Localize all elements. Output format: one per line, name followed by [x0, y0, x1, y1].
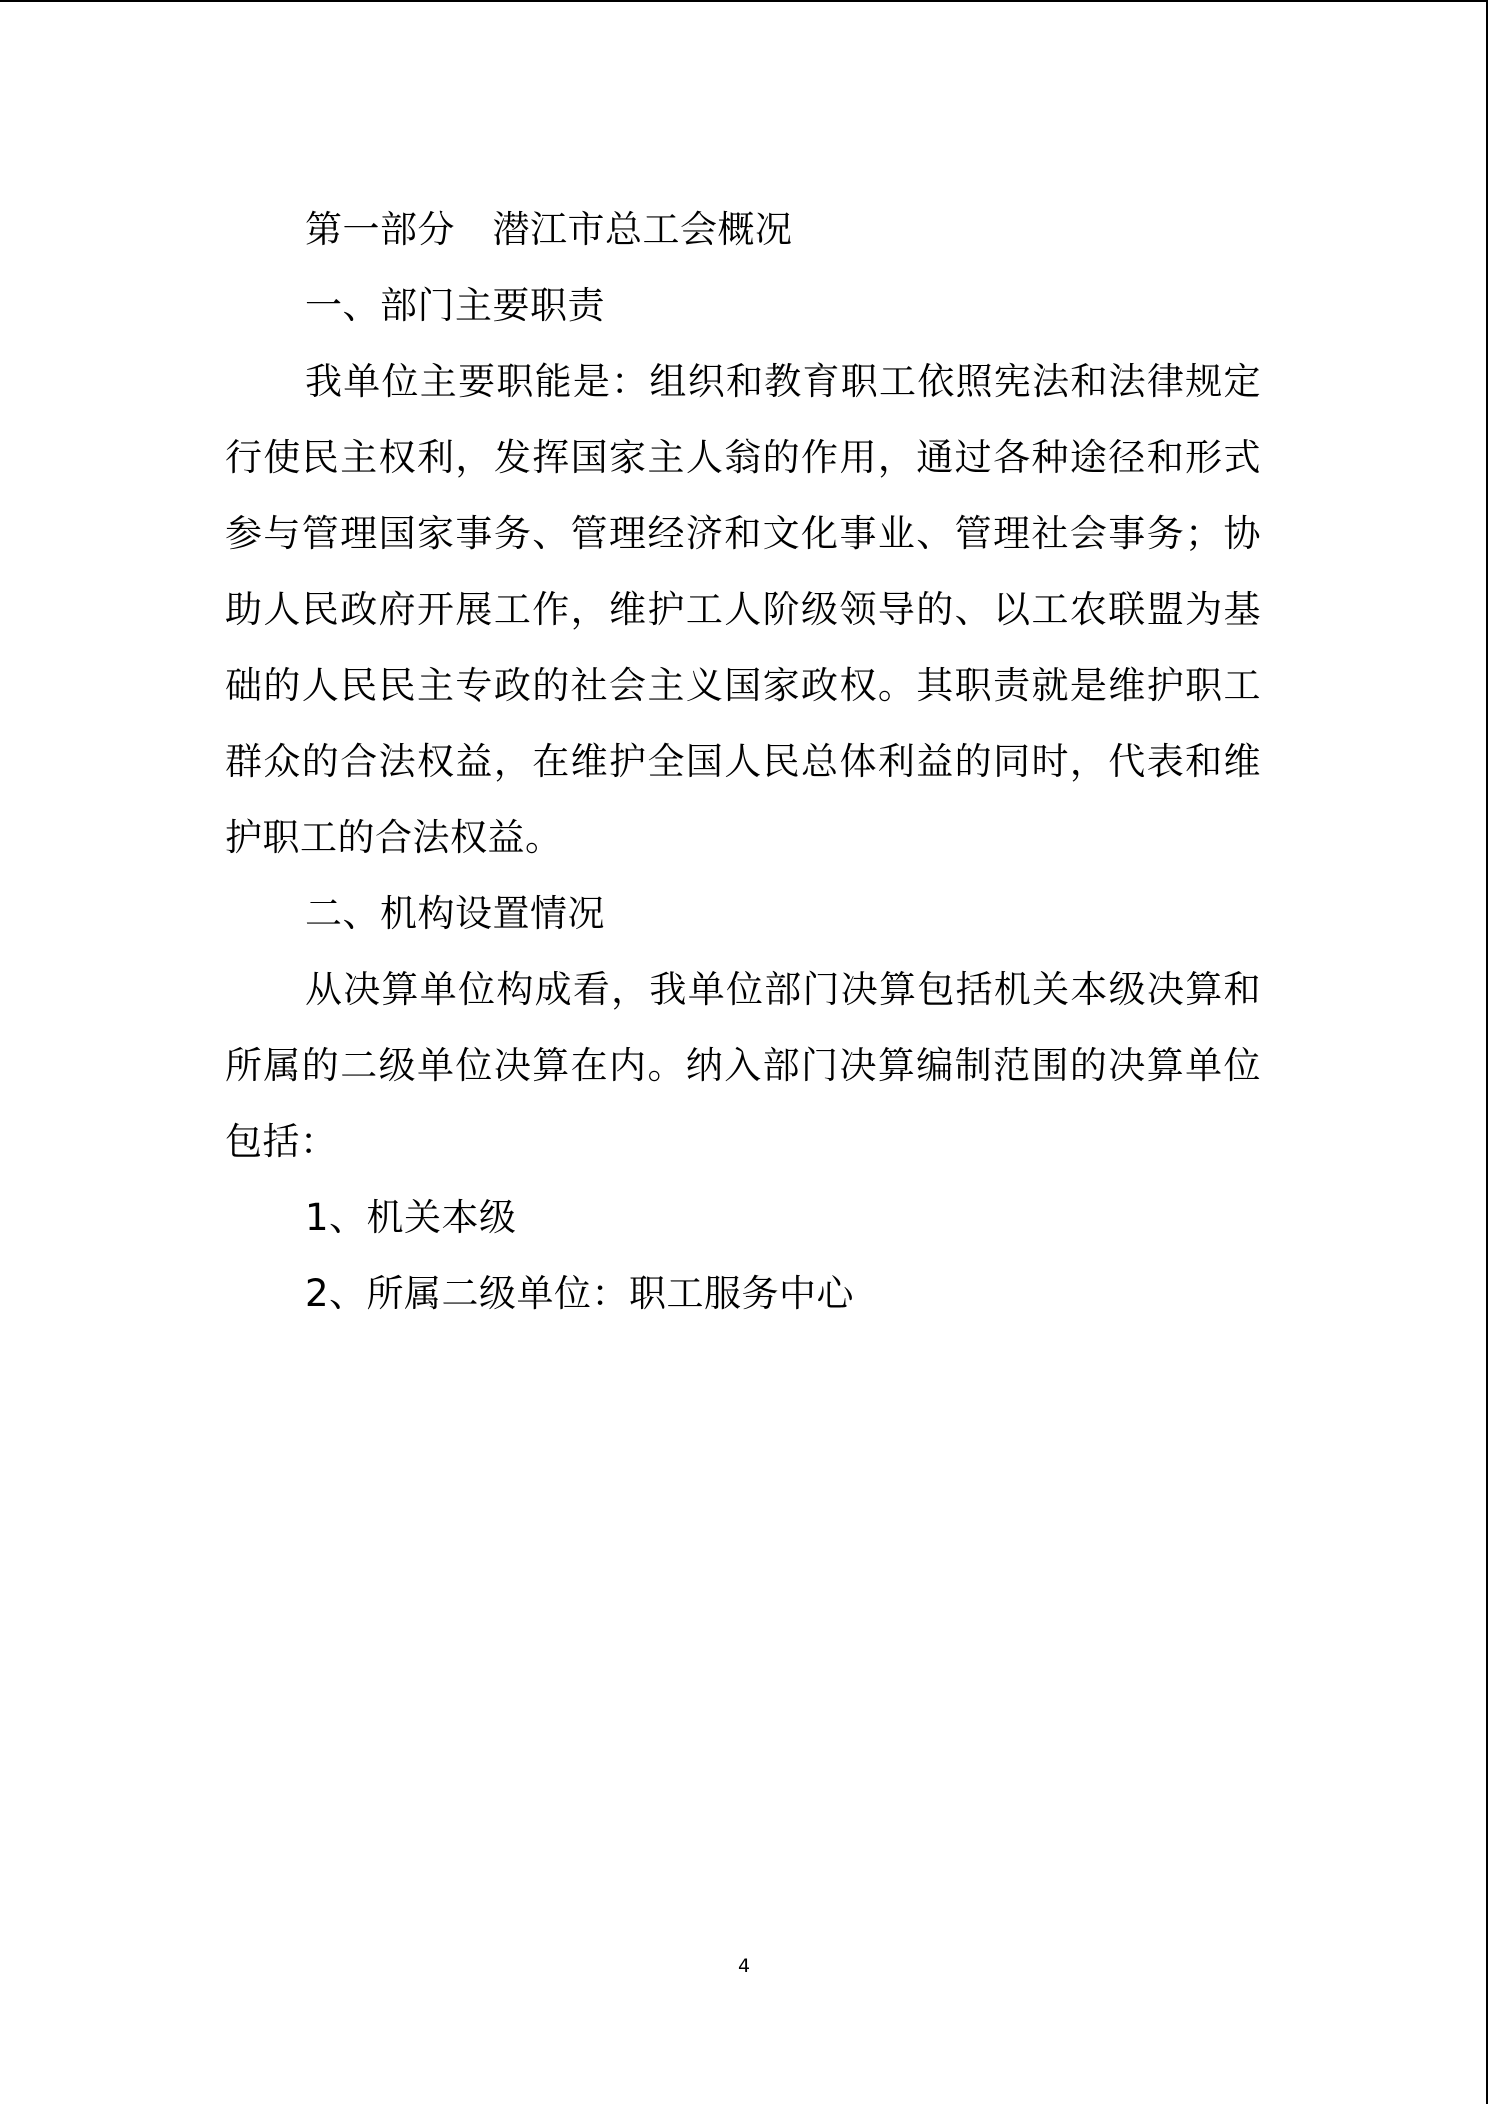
section-heading-duties: 一、部门主要职责	[305, 284, 605, 327]
list-item: 1、机关本级	[305, 1196, 517, 1239]
list-item: 2、所属二级单位：职工服务中心	[305, 1272, 855, 1315]
document-body	[225, 192, 1261, 1332]
section-heading-organization: 二、机构设置情况	[305, 892, 605, 935]
part-title: 第一部分 潜江市总工会概况	[305, 208, 793, 251]
organization-paragraph: 从决算单位构成看，我单位部门决算包括机关本级决算和所属的二级单位决算在内。纳入部门决算编制范围的决算单位包括：	[225, 968, 1261, 1163]
duties-paragraph: 我单位主要职能是：组织和教育职工依照宪法和法律规定行使民主权利，发挥国家主人翁的作用，通过各种途径和形式参与管理国家事务、管理经济和文化事业、管理社会事务；协助人民政府开展工作，维护工人阶级领导的、以工农联盟为基础的人民民主专政的社会主义国家政权。其职责就是维护职工群众的合法权益，在维护全国人民总体利益的同时，代表和维护职工的合法权益。	[225, 360, 1261, 859]
page-number: 4	[737, 1955, 751, 1977]
